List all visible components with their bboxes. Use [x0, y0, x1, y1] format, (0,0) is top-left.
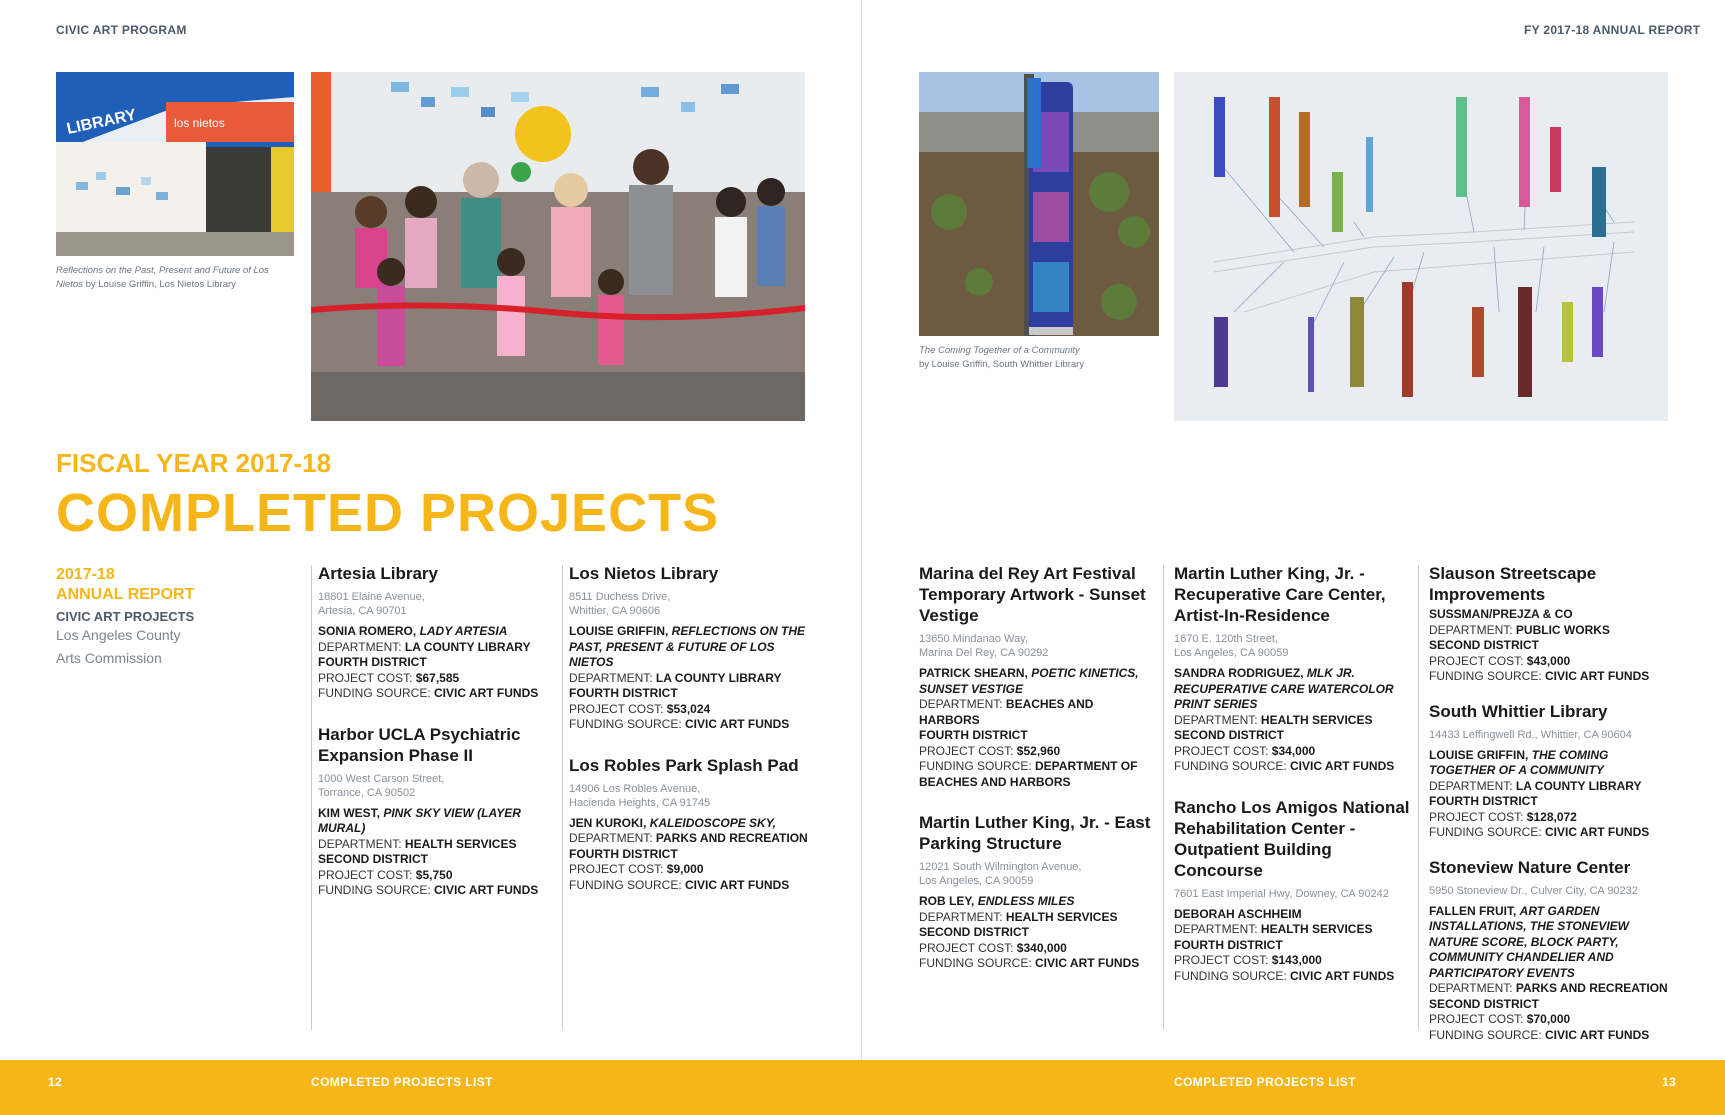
south-whittier-pole-photo — [919, 72, 1159, 336]
project-department: DEPARTMENT: HEALTH SERVICES — [919, 909, 1118, 924]
project-artesia-library — [318, 563, 548, 702]
project-cost: PROJECT COST: $9,000 — [569, 862, 704, 876]
project-department: DEPARTMENT: HEALTH SERVICES — [318, 836, 517, 851]
project-title: Slauson Streetscape Improvements — [1429, 564, 1597, 604]
pole-layout-diagram — [1174, 72, 1668, 421]
project-address: 1000 West Carson Street, Torrance, CA 90502 — [318, 772, 445, 799]
caption-artwork-title: The Coming Together of a Community — [919, 345, 1080, 356]
page-number-right: 13 — [1662, 1075, 1677, 1089]
project-district: FOURTH DISTRICT — [919, 728, 1028, 742]
project-title: Stoneview Nature Center — [1429, 857, 1631, 877]
project-address: 1670 E. 120th Street, Los Angeles, CA 90059 — [1174, 633, 1289, 659]
project-cost: PROJECT COST: $128,072 — [1429, 809, 1577, 824]
project-funding: FUNDING SOURCE: CIVIC ART FUNDS — [1429, 825, 1650, 839]
project-department: DEPARTMENT: LA COUNTY LIBRARY — [569, 670, 782, 685]
project-address: 8511 Duchess Drive, Whittier, CA 90606 — [569, 591, 671, 617]
project-address: 12021 South Wilmington Avenue, Los Angeles, CA 90059 — [919, 861, 1082, 887]
library-sign-text: LIBRARY — [65, 106, 138, 138]
running-header-right: FY 2017-18 ANNUAL REPORT — [1524, 23, 1701, 37]
project-department: DEPARTMENT: PUBLIC WORKS — [1429, 622, 1610, 637]
intro-report: ANNUAL REPORT — [56, 586, 195, 603]
project-department: DEPARTMENT: PARKS AND RECREATION — [1429, 981, 1668, 995]
project-funding: FUNDING SOURCE: CIVIC ART FUNDS — [569, 717, 790, 731]
project-artist: KIM WEST, PINK SKY VIEW (LAYER MURAL) — [318, 805, 521, 835]
project-department: DEPARTMENT: BEACHES AND HARBORS — [919, 697, 1094, 727]
footer-section-right: COMPLETED PROJECTS LIST — [1174, 1075, 1356, 1089]
project-district: SECOND DISTRICT — [919, 925, 1030, 939]
project-district: SECOND DISTRICT — [1429, 996, 1540, 1011]
project-department: DEPARTMENT: HEALTH SERVICES — [1174, 922, 1373, 936]
footer-section-left: COMPLETED PROJECTS LIST — [311, 1075, 493, 1089]
project-artist: PATRICK SHEARN, POETIC KINETICS, SUNSET VESTIGE — [919, 666, 1139, 696]
project-south-whittier-library — [1429, 701, 1669, 841]
project-artist: SONIA ROMERO, LADY ARTESIA — [318, 624, 508, 638]
project-title: Rancho Los Amigos National Rehabilitation Center - Outpatient Building Concourse — [1174, 797, 1410, 880]
intro-block — [56, 565, 276, 670]
project-cost: PROJECT COST: $5,750 — [318, 867, 453, 882]
project-marina-del-rey — [919, 563, 1155, 790]
project-department: DEPARTMENT: LA COUNTY LIBRARY — [318, 639, 531, 654]
caption-artwork-title: Reflections on the Past, Present and Future of Los Nietos — [56, 265, 269, 290]
project-title: Martin Luther King, Jr. - Recuperative Care Center, Artist-In-Residence — [1174, 564, 1386, 625]
project-title: Los Robles Park Splash Pad — [569, 755, 799, 775]
project-funding: FUNDING SOURCE: CIVIC ART FUNDS — [1429, 669, 1650, 683]
project-address: 18801 Elaine Avenue, Artesia, CA 90701 — [318, 591, 425, 617]
project-los-nietos-library — [569, 563, 809, 733]
project-funding: FUNDING SOURCE: CIVIC ART FUNDS — [1429, 1027, 1650, 1042]
project-department: DEPARTMENT: HEALTH SERVICES — [1174, 712, 1373, 727]
project-slauson-streetscape — [1429, 563, 1669, 685]
project-title: Artesia Library — [318, 564, 438, 583]
project-address: 14433 Leffingwell Rd., Whittier, CA 90604 — [1429, 728, 1632, 741]
intro-org-line2: Arts Commission — [56, 650, 162, 666]
project-cost: PROJECT COST: $70,000 — [1429, 1012, 1571, 1026]
project-los-robles-splash-pad — [569, 755, 809, 894]
project-mlk-recuperative-care — [1174, 563, 1410, 775]
project-district: FOURTH DISTRICT — [569, 686, 678, 700]
project-funding: FUNDING SOURCE: CIVIC ART FUNDS — [1174, 759, 1395, 773]
ribbon-cutting-photo — [311, 72, 805, 421]
project-funding: FUNDING SOURCE: CIVIC ART FUNDS — [318, 686, 539, 700]
project-funding: FUNDING SOURCE: CIVIC ART FUNDS — [569, 877, 790, 892]
footer-bar — [0, 1060, 1725, 1115]
project-artist: SUSSMAN/PREJZA & CO — [1429, 607, 1573, 621]
south-whittier-photo-caption — [919, 344, 1159, 372]
los-nietos-library-photo — [56, 72, 294, 256]
project-district: FOURTH DISTRICT — [318, 655, 427, 669]
project-address: 13650 Mindanao Way, Marina Del Rey, CA 90292 — [919, 633, 1049, 659]
page-number-left: 12 — [48, 1075, 63, 1089]
project-artist: FALLEN FRUIT, ART GARDEN INSTALLATIONS, THE STONEVIEW NATURE SCORE, BLOCK PARTY, COMMUNITY CHANDELIER AND PARTICIPATORY EVENTS — [1429, 903, 1630, 980]
project-cost: PROJECT COST: $67,585 — [318, 670, 460, 685]
column-divider — [311, 565, 312, 1030]
project-harbor-ucla — [318, 724, 548, 899]
intro-org-line1: Los Angeles County — [56, 627, 181, 643]
project-artist: LOUISE GRIFFIN, THE COMING TOGETHER OF A COMMUNITY — [1429, 747, 1609, 777]
project-artist: SANDRA RODRIGUEZ, MLK JR. RECUPERATIVE CARE WATERCOLOR PRINT SERIES — [1174, 666, 1394, 711]
page-spine — [861, 0, 862, 1060]
project-department: DEPARTMENT: PARKS AND RECREATION — [569, 831, 808, 845]
project-district: SECOND DISTRICT — [318, 852, 429, 866]
caption-credit: by Louise Griffin, Los Nietos Library — [82, 279, 236, 290]
project-district: FOURTH DISTRICT — [1429, 794, 1538, 808]
project-title: Los Nietos Library — [569, 564, 719, 583]
projects-column-2 — [569, 563, 809, 915]
project-funding: FUNDING SOURCE: CIVIC ART FUNDS — [1174, 968, 1395, 983]
caption-credit: by Louise Griffin, South Whittier Library — [919, 359, 1085, 370]
project-title: Marina del Rey Art Festival Temporary Artwork - Sunset Vestige — [919, 564, 1146, 625]
project-funding: FUNDING SOURCE: DEPARTMENT OF BEACHES AND HARBORS — [919, 759, 1138, 789]
los-nietos-photo-caption — [56, 264, 296, 292]
project-cost: PROJECT COST: $34,000 — [1174, 743, 1316, 758]
project-title: Martin Luther King, Jr. - East Parking Structure — [919, 813, 1151, 853]
page-title: COMPLETED PROJECTS — [56, 483, 720, 543]
projects-column-3 — [919, 563, 1155, 994]
project-address: 14906 Los Robles Avenue, Hacienda Heights, CA 91745 — [569, 782, 711, 809]
column-divider — [1418, 565, 1419, 1030]
project-artist: ROB LEY, ENDLESS MILES — [919, 894, 1075, 908]
project-stoneview-nature-center — [1429, 857, 1669, 1044]
projects-column-5 — [1429, 563, 1669, 1065]
project-artist: LOUISE GRIFFIN, REFLECTIONS ON THE PAST, PRESENT & FUTURE OF LOS NIETOS — [569, 624, 806, 669]
project-address: 5950 Stoneview Dr., Culver City, CA 90232 — [1429, 884, 1638, 897]
project-rancho-los-amigos — [1174, 797, 1410, 985]
fiscal-year-kicker: FISCAL YEAR 2017-18 — [56, 448, 332, 478]
project-artist: JEN KUROKI, KALEIDOSCOPE SKY, — [569, 815, 776, 830]
intro-caption: CIVIC ART PROJECTS — [56, 609, 195, 624]
running-header-left: CIVIC ART PROGRAM — [56, 23, 187, 37]
project-district: SECOND DISTRICT — [1429, 638, 1540, 652]
project-mlk-east-parking — [919, 812, 1155, 972]
project-funding: FUNDING SOURCE: CIVIC ART FUNDS — [919, 956, 1140, 970]
intro-year: 2017-18 — [56, 566, 115, 583]
projects-column-4 — [1174, 563, 1410, 1006]
project-cost: PROJECT COST: $340,000 — [919, 940, 1067, 955]
project-title: Harbor UCLA Psychiatric Expansion Phase II — [318, 724, 521, 765]
project-cost: PROJECT COST: $52,960 — [919, 743, 1061, 758]
project-district: FOURTH DISTRICT — [1174, 937, 1283, 952]
column-divider — [1163, 565, 1164, 1030]
projects-column-1 — [318, 563, 548, 921]
project-cost: PROJECT COST: $143,000 — [1174, 953, 1322, 967]
project-district: SECOND DISTRICT — [1174, 728, 1285, 742]
project-funding: FUNDING SOURCE: CIVIC ART FUNDS — [318, 883, 539, 897]
project-district: FOURTH DISTRICT — [569, 846, 678, 861]
project-address: 7601 East Imperial Hwy, Downey, CA 90242 — [1174, 887, 1389, 900]
project-title: South Whittier Library — [1429, 701, 1608, 721]
column-divider — [562, 565, 563, 1030]
project-department: DEPARTMENT: LA COUNTY LIBRARY — [1429, 778, 1642, 793]
los-nietos-sign-text: los nietos — [174, 116, 225, 130]
project-cost: PROJECT COST: $53,024 — [569, 701, 711, 716]
project-artist: DEBORAH ASCHHEIM — [1174, 906, 1302, 921]
project-cost: PROJECT COST: $43,000 — [1429, 653, 1571, 668]
